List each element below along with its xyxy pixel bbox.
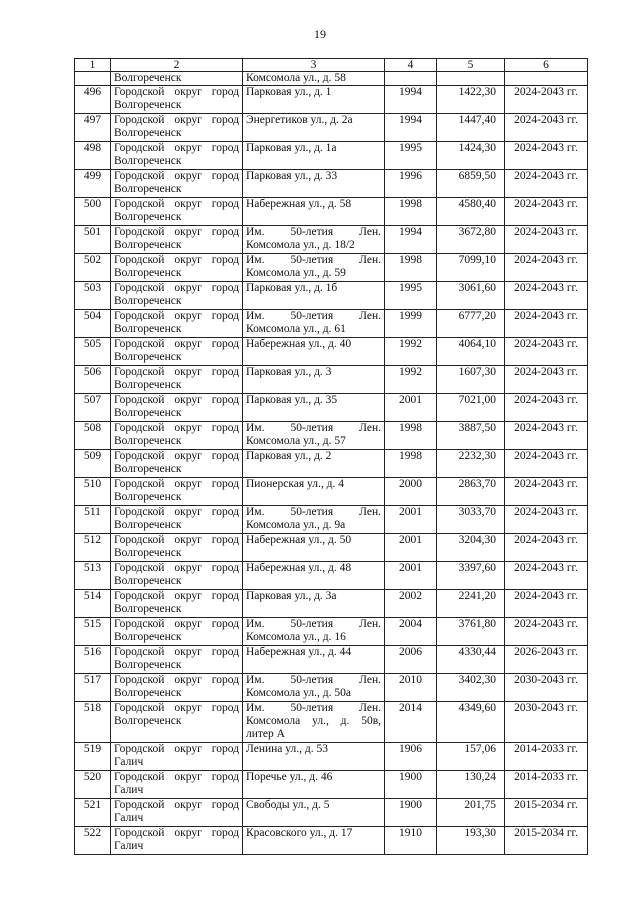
- address-cell: Парковая ул., д. 1: [243, 86, 385, 114]
- area-cell: 7099,10: [437, 254, 505, 282]
- table-row: [75, 506, 588, 534]
- year-cell: 1998: [385, 450, 437, 478]
- municipality-cell: Городской округ город Волгореченск: [111, 646, 243, 674]
- period-cell: 2024-2043 гг.: [505, 506, 588, 534]
- table-row: [75, 86, 588, 114]
- address-cell: Парковая ул., д. 3а: [243, 590, 385, 618]
- continuation-row: [75, 72, 588, 86]
- table-row: [75, 827, 588, 855]
- page-number: 19: [314, 27, 326, 41]
- row-number-cell: 519: [75, 743, 111, 771]
- period-cell: 2030-2043 гг.: [505, 674, 588, 702]
- table-row: [75, 366, 588, 394]
- address-cell: Энергетиков ул., д. 2а: [243, 114, 385, 142]
- period-cell: 2024-2043 гг.: [505, 534, 588, 562]
- table-row: [75, 618, 588, 646]
- address-cell: Набережная ул., д. 44: [243, 646, 385, 674]
- area-cell: 3761,80: [437, 618, 505, 646]
- area-cell: 3887,50: [437, 422, 505, 450]
- area-cell: 4580,40: [437, 198, 505, 226]
- table-row: [75, 282, 588, 310]
- table-row: [75, 450, 588, 478]
- address-cell: Красовского ул., д. 17: [243, 827, 385, 855]
- row-number-cell: 518: [75, 702, 111, 743]
- period-cell: 2024-2043 гг.: [505, 562, 588, 590]
- area-cell: 2863,70: [437, 478, 505, 506]
- year-cell: 1995: [385, 142, 437, 170]
- area-cell: [437, 72, 505, 86]
- municipality-cell: Городской округ город Волгореченск: [111, 282, 243, 310]
- row-number-cell: 500: [75, 198, 111, 226]
- year-cell: 2004: [385, 618, 437, 646]
- table-body: [75, 59, 588, 855]
- year-cell: 2001: [385, 562, 437, 590]
- address-cell: Набережная ул., д. 48: [243, 562, 385, 590]
- year-cell: 1994: [385, 86, 437, 114]
- area-cell: 4349,60: [437, 702, 505, 743]
- municipality-cell: Городской округ город Волгореченск: [111, 702, 243, 743]
- period-cell: 2024-2043 гг.: [505, 478, 588, 506]
- area-cell: 1607,30: [437, 366, 505, 394]
- address-cell: Им. 50-летия Лен. Комсомола ул., д. 61: [243, 310, 385, 338]
- period-cell: 2024-2043 гг.: [505, 226, 588, 254]
- area-cell: 6777,20: [437, 310, 505, 338]
- municipality-cell: Городской округ город Волгореченск: [111, 86, 243, 114]
- year-cell: 2002: [385, 590, 437, 618]
- period-cell: 2024-2043 гг.: [505, 254, 588, 282]
- municipality-cell: Городской округ город Волгореченск: [111, 338, 243, 366]
- address-cell: Набережная ул., д. 40: [243, 338, 385, 366]
- area-cell: 130,24: [437, 771, 505, 799]
- municipality-cell: Городской округ город Волгореченск: [111, 226, 243, 254]
- row-number-cell: 498: [75, 142, 111, 170]
- row-number-cell: 516: [75, 646, 111, 674]
- table-row: [75, 743, 588, 771]
- year-cell: 2001: [385, 534, 437, 562]
- area-cell: 1447,40: [437, 114, 505, 142]
- row-number-cell: 497: [75, 114, 111, 142]
- table-row: [75, 394, 588, 422]
- table-row: [75, 771, 588, 799]
- table-row: [75, 310, 588, 338]
- year-cell: 1998: [385, 422, 437, 450]
- year-cell: 1995: [385, 282, 437, 310]
- row-number-cell: 513: [75, 562, 111, 590]
- period-cell: 2024-2043 гг.: [505, 450, 588, 478]
- year-cell: 1992: [385, 366, 437, 394]
- table-row: [75, 338, 588, 366]
- row-number-cell: 511: [75, 506, 111, 534]
- area-cell: 3033,70: [437, 506, 505, 534]
- period-cell: 2024-2043 гг.: [505, 198, 588, 226]
- year-cell: 1998: [385, 198, 437, 226]
- column-header-1: 1: [75, 59, 111, 72]
- period-cell: [505, 72, 588, 86]
- municipality-cell: Городской округ город Волгореченск: [111, 394, 243, 422]
- address-cell: Им. 50-летия Лен. Комсомола ул., д. 57: [243, 422, 385, 450]
- year-cell: 2014: [385, 702, 437, 743]
- address-cell: Парковая ул., д. 1а: [243, 142, 385, 170]
- table-row: [75, 534, 588, 562]
- address-cell: Парковая ул., д. 2: [243, 450, 385, 478]
- address-cell: Свободы ул., д. 5: [243, 799, 385, 827]
- period-cell: 2024-2043 гг.: [505, 310, 588, 338]
- table-row: [75, 478, 588, 506]
- municipality-cell: Городской округ город Волгореченск: [111, 366, 243, 394]
- municipality-cell: Городской округ город Галич: [111, 771, 243, 799]
- year-cell: 1906: [385, 743, 437, 771]
- row-number-cell: 515: [75, 618, 111, 646]
- municipality-cell: Городской округ город Волгореченск: [111, 478, 243, 506]
- row-number-cell: 502: [75, 254, 111, 282]
- table-row: [75, 674, 588, 702]
- period-cell: 2014-2033 гг.: [505, 771, 588, 799]
- year-cell: 1998: [385, 254, 437, 282]
- address-cell: Ленина ул., д. 53: [243, 743, 385, 771]
- row-number-cell: 520: [75, 771, 111, 799]
- municipality-cell: Городской округ город Волгореченск: [111, 590, 243, 618]
- municipality-cell: Городской округ город Галич: [111, 743, 243, 771]
- period-cell: 2024-2043 гг.: [505, 366, 588, 394]
- period-cell: 2024-2043 гг.: [505, 142, 588, 170]
- row-number-cell: 512: [75, 534, 111, 562]
- period-cell: 2024-2043 гг.: [505, 114, 588, 142]
- period-cell: 2024-2043 гг.: [505, 590, 588, 618]
- address-cell: Поречье ул., д. 46: [243, 771, 385, 799]
- row-number-cell: 503: [75, 282, 111, 310]
- row-number-cell: 501: [75, 226, 111, 254]
- table-row: [75, 170, 588, 198]
- period-cell: 2024-2043 гг.: [505, 86, 588, 114]
- row-number-cell: 522: [75, 827, 111, 855]
- table-row: [75, 646, 588, 674]
- municipality-cell: Городской округ город Волгореченск: [111, 674, 243, 702]
- year-cell: 1910: [385, 827, 437, 855]
- address-cell: Набережная ул., д. 50: [243, 534, 385, 562]
- column-header-3: 3: [243, 59, 385, 72]
- municipality-cell: Городской округ город Волгореченск: [111, 450, 243, 478]
- address-cell: Им. 50-летия Лен. Комсомола ул., д. 50а: [243, 674, 385, 702]
- row-number-cell: 514: [75, 590, 111, 618]
- year-cell: 2010: [385, 674, 437, 702]
- period-cell: 2014-2033 гг.: [505, 743, 588, 771]
- area-cell: 7021,00: [437, 394, 505, 422]
- period-cell: 2030-2043 гг.: [505, 702, 588, 743]
- row-number-cell: 517: [75, 674, 111, 702]
- address-cell: Парковая ул., д. 33: [243, 170, 385, 198]
- row-number-cell: 510: [75, 478, 111, 506]
- column-header-2: 2: [111, 59, 243, 72]
- table-row: [75, 254, 588, 282]
- address-cell: Им. 50-летия Лен. Комсомола ул., д. 9а: [243, 506, 385, 534]
- row-number-cell: 499: [75, 170, 111, 198]
- table-row: [75, 142, 588, 170]
- municipality-cell: Городской округ город Волгореченск: [111, 562, 243, 590]
- period-cell: 2024-2043 гг.: [505, 618, 588, 646]
- table-row: [75, 198, 588, 226]
- area-cell: 201,75: [437, 799, 505, 827]
- year-cell: 1900: [385, 799, 437, 827]
- period-cell: 2015-2034 гг.: [505, 799, 588, 827]
- municipality-cell: Городской округ город Волгореченск: [111, 310, 243, 338]
- municipality-cell: Городской округ город Волгореченск: [111, 618, 243, 646]
- area-cell: 1422,30: [437, 86, 505, 114]
- area-cell: 2241,20: [437, 590, 505, 618]
- area-cell: 4330,44: [437, 646, 505, 674]
- address-cell: Пионерская ул., д. 4: [243, 478, 385, 506]
- area-cell: 2232,30: [437, 450, 505, 478]
- column-header-5: 5: [437, 59, 505, 72]
- area-cell: 1424,30: [437, 142, 505, 170]
- row-number-cell: 507: [75, 394, 111, 422]
- row-number-cell: 504: [75, 310, 111, 338]
- row-number-cell: 506: [75, 366, 111, 394]
- municipality-cell: Городской округ город Волгореченск: [111, 506, 243, 534]
- area-cell: 3204,30: [437, 534, 505, 562]
- year-cell: 2000: [385, 478, 437, 506]
- area-cell: 157,06: [437, 743, 505, 771]
- address-cell: Им. 50-летия Лен. Комсомола ул., д. 50в, литер А: [243, 702, 385, 743]
- area-cell: 3397,60: [437, 562, 505, 590]
- year-cell: 1994: [385, 114, 437, 142]
- municipality-cell: Городской округ город Волгореченск: [111, 114, 243, 142]
- row-number-cell: 496: [75, 86, 111, 114]
- year-cell: 1900: [385, 771, 437, 799]
- period-cell: 2015-2034 гг.: [505, 827, 588, 855]
- table-row: [75, 562, 588, 590]
- year-cell: 1996: [385, 170, 437, 198]
- address-cell: Им. 50-летия Лен. Комсомола ул., д. 16: [243, 618, 385, 646]
- year-cell: 1999: [385, 310, 437, 338]
- year-cell: 2001: [385, 394, 437, 422]
- period-cell: 2026-2043 гг.: [505, 646, 588, 674]
- table-row: [75, 799, 588, 827]
- row-number-cell: [75, 72, 111, 86]
- address-cell: Парковая ул., д. 35: [243, 394, 385, 422]
- municipality-cell: Городской округ город Волгореченск: [111, 534, 243, 562]
- municipality-cell: Городской округ город Волгореченск: [111, 170, 243, 198]
- row-number-cell: 508: [75, 422, 111, 450]
- area-cell: 4064,10: [437, 338, 505, 366]
- table-row: [75, 422, 588, 450]
- period-cell: 2024-2043 гг.: [505, 282, 588, 310]
- table-row: [75, 590, 588, 618]
- year-cell: [385, 72, 437, 86]
- area-cell: 193,30: [437, 827, 505, 855]
- address-cell: Им. 50-летия Лен. Комсомола ул., д. 18/2: [243, 226, 385, 254]
- municipality-cell: Городской округ город Галич: [111, 827, 243, 855]
- municipality-cell: Городской округ город Волгореченск: [111, 198, 243, 226]
- area-cell: 3402,30: [437, 674, 505, 702]
- municipality-cell: Волгореченск: [111, 72, 243, 86]
- municipality-cell: Городской округ город Волгореченск: [111, 254, 243, 282]
- year-cell: 1994: [385, 226, 437, 254]
- year-cell: 2006: [385, 646, 437, 674]
- table-row: [75, 226, 588, 254]
- area-cell: 6859,50: [437, 170, 505, 198]
- address-cell: Им. 50-летия Лен. Комсомола ул., д. 59: [243, 254, 385, 282]
- area-cell: 3672,80: [437, 226, 505, 254]
- period-cell: 2024-2043 гг.: [505, 422, 588, 450]
- table-row: [75, 702, 588, 743]
- address-cell: Парковая ул., д. 3: [243, 366, 385, 394]
- row-number-cell: 509: [75, 450, 111, 478]
- column-number-row: [75, 59, 588, 72]
- year-cell: 2001: [385, 506, 437, 534]
- column-header-4: 4: [385, 59, 437, 72]
- municipality-cell: Городской округ город Волгореченск: [111, 422, 243, 450]
- area-cell: 3061,60: [437, 282, 505, 310]
- period-cell: 2024-2043 гг.: [505, 170, 588, 198]
- row-number-cell: 521: [75, 799, 111, 827]
- address-cell: Парковая ул., д. 1б: [243, 282, 385, 310]
- period-cell: 2024-2043 гг.: [505, 394, 588, 422]
- municipality-cell: Городской округ город Галич: [111, 799, 243, 827]
- period-cell: 2024-2043 гг.: [505, 338, 588, 366]
- address-cell: Набережная ул., д. 58: [243, 198, 385, 226]
- column-header-6: 6: [505, 59, 588, 72]
- table-row: [75, 114, 588, 142]
- address-cell: Комсомола ул., д. 58: [243, 72, 385, 86]
- year-cell: 1992: [385, 338, 437, 366]
- municipality-cell: Городской округ город Волгореченск: [111, 142, 243, 170]
- housing-register-table: [74, 58, 588, 855]
- row-number-cell: 505: [75, 338, 111, 366]
